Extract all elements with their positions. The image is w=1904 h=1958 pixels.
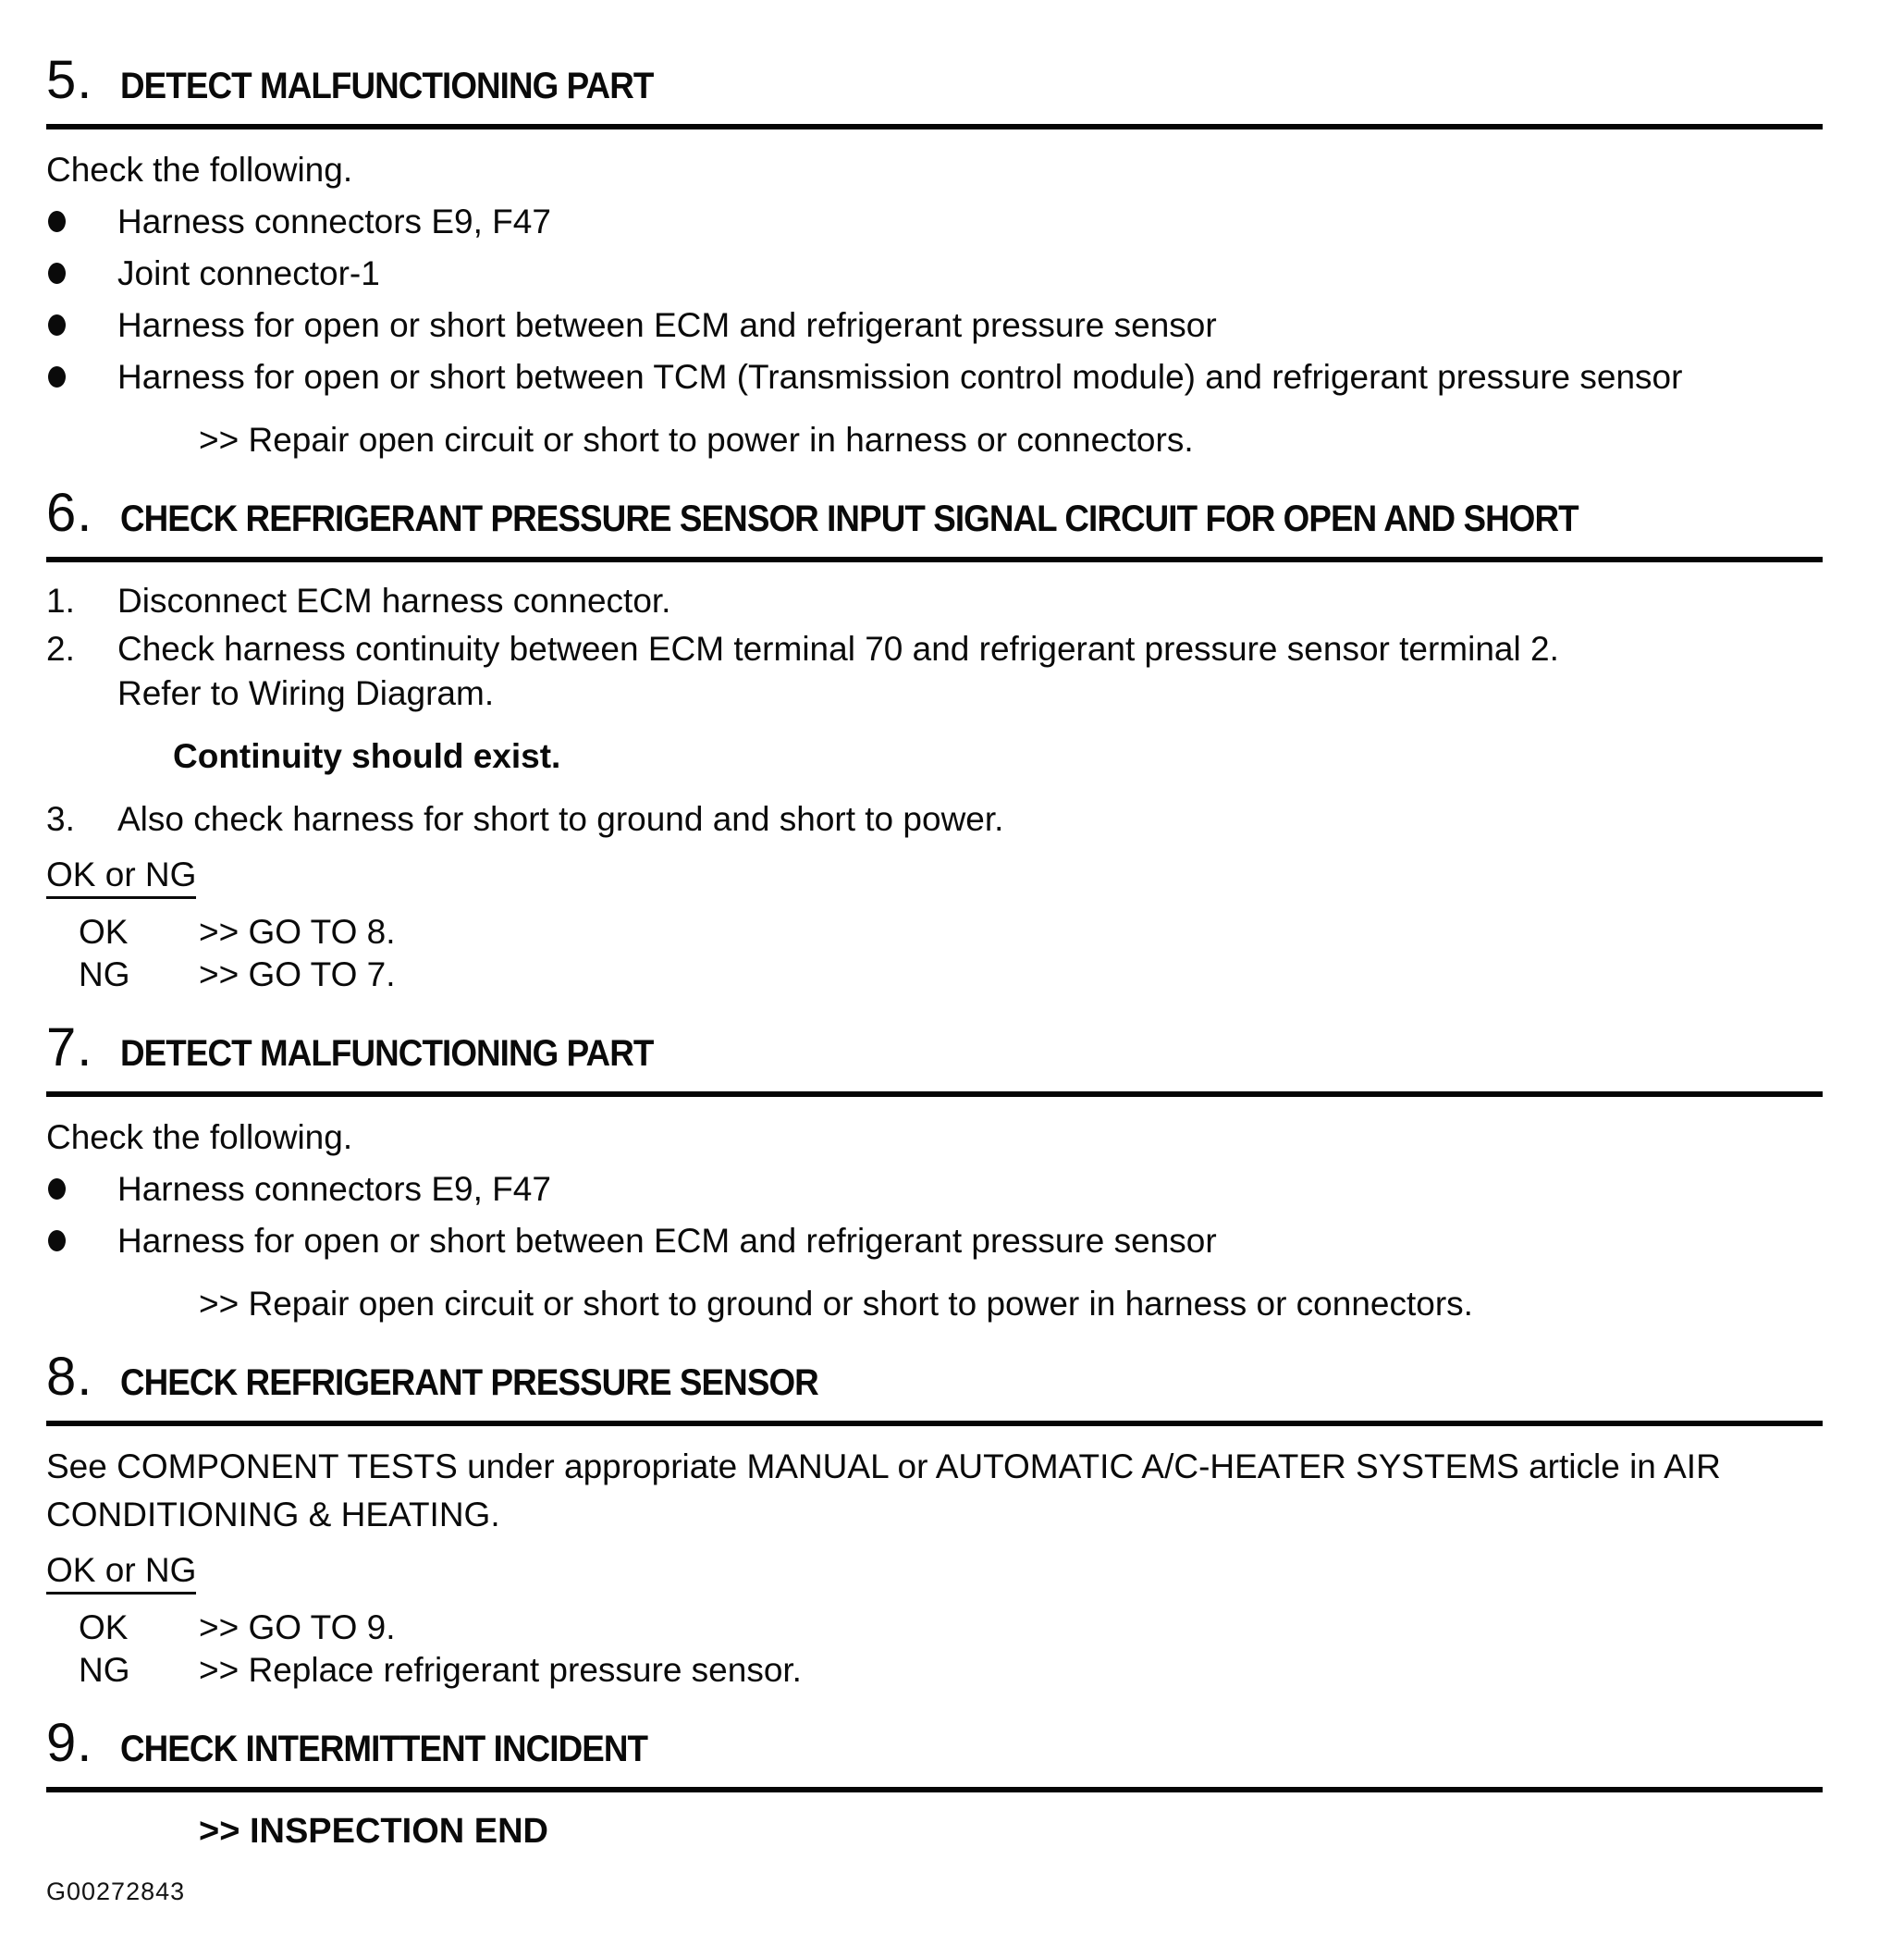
section-8 bbox=[46, 1347, 1823, 1689]
step-text-line2: Refer to Wiring Diagram. bbox=[117, 674, 495, 712]
bullet-text: Joint connector-1 bbox=[117, 254, 380, 292]
step-number: 3. bbox=[46, 800, 75, 838]
result-row bbox=[46, 1652, 1823, 1689]
bullet-item bbox=[46, 1171, 1823, 1208]
result-row bbox=[46, 956, 1823, 993]
bullet-item bbox=[46, 203, 1823, 240]
step-text: Also check harness for short to ground and short to power. bbox=[117, 800, 1004, 838]
section-6 bbox=[46, 483, 1823, 993]
result-key: NG bbox=[79, 955, 130, 993]
bullet-item bbox=[46, 1223, 1823, 1260]
section-title: CHECK REFRIGERANT PRESSURE SENSOR bbox=[120, 1362, 819, 1403]
intro-text: Check the following. bbox=[46, 151, 353, 189]
action-text: >> Repair open circuit or short to ground or short to power in harness or connectors. bbox=[199, 1285, 1473, 1323]
section-5-heading bbox=[46, 50, 1823, 110]
bullet-text: Harness connectors E9, F47 bbox=[117, 1170, 551, 1208]
bullet-item bbox=[46, 255, 1823, 292]
bullet-icon bbox=[48, 211, 66, 232]
bullet-text: Harness for open or short between ECM and refrigerant pressure sensor bbox=[117, 306, 1217, 344]
result-key: NG bbox=[79, 1651, 130, 1689]
bullet-item bbox=[46, 359, 1823, 396]
bullet-item bbox=[46, 307, 1823, 344]
result-key: OK bbox=[79, 913, 129, 951]
result-action: >> GO TO 9. bbox=[199, 1608, 396, 1646]
ok-ng-label-row bbox=[46, 1552, 1823, 1595]
result-key: OK bbox=[79, 1608, 129, 1646]
ok-ng-label-row bbox=[46, 856, 1823, 899]
result-action: >> Replace refrigerant pressure sensor. bbox=[199, 1651, 802, 1689]
result-row bbox=[46, 1609, 1823, 1646]
step-text bbox=[117, 631, 1823, 712]
action-text: >> Repair open circuit or short to power in harness or connectors. bbox=[199, 421, 1194, 459]
bullet-icon bbox=[48, 1178, 66, 1200]
section-9 bbox=[46, 1713, 1823, 1851]
intro-text: Check the following. bbox=[46, 1118, 353, 1156]
section-number: 8. bbox=[46, 1347, 93, 1407]
body-text-line2: CONDITIONING & HEATING. bbox=[46, 1496, 500, 1533]
section-8-heading bbox=[46, 1347, 1823, 1407]
section-title: CHECK INTERMITTENT INCIDENT bbox=[120, 1729, 648, 1769]
result-row bbox=[46, 914, 1823, 951]
section-rule bbox=[46, 1091, 1823, 1097]
section-6-heading bbox=[46, 483, 1823, 543]
step-text: Disconnect ECM harness connector. bbox=[117, 582, 671, 620]
result-action: >> GO TO 7. bbox=[199, 955, 396, 993]
ok-ng-label: OK or NG bbox=[46, 856, 196, 899]
section-title: DETECT MALFUNCTIONING PART bbox=[120, 66, 654, 106]
bullet-text: Harness for open or short between ECM and refrigerant pressure sensor bbox=[117, 1222, 1217, 1260]
section-title: DETECT MALFUNCTIONING PART bbox=[120, 1033, 654, 1074]
step-number: 2. bbox=[46, 630, 75, 668]
body-text-line1: See COMPONENT TESTS under appropriate MANUAL or AUTOMATIC A/C-HEATER SYSTEMS article in AIR bbox=[46, 1447, 1721, 1485]
step-text-line1: Check harness continuity between ECM terminal 70 and refrigerant pressure sensor terminal 2. bbox=[117, 630, 1559, 668]
step-number: 1. bbox=[46, 582, 75, 620]
spec-text: Continuity should exist. bbox=[173, 737, 561, 775]
bullet-text: Harness connectors E9, F47 bbox=[117, 203, 551, 240]
section-number: 9. bbox=[46, 1713, 93, 1773]
step-item bbox=[46, 801, 1823, 838]
section-rule bbox=[46, 1787, 1823, 1792]
section-number: 5. bbox=[46, 50, 93, 110]
section-7 bbox=[46, 1017, 1823, 1323]
bullet-icon bbox=[48, 366, 66, 388]
section-rule bbox=[46, 124, 1823, 129]
ok-ng-label: OK or NG bbox=[46, 1552, 196, 1595]
section-number: 6. bbox=[46, 483, 93, 543]
section-rule bbox=[46, 557, 1823, 562]
bullet-icon bbox=[48, 1230, 66, 1251]
step-item bbox=[46, 583, 1823, 620]
step-item bbox=[46, 631, 1823, 712]
section-number: 7. bbox=[46, 1017, 93, 1078]
section-9-heading bbox=[46, 1713, 1823, 1773]
doc-id: G00272843 bbox=[46, 1878, 186, 1905]
section-title: CHECK REFRIGERANT PRESSURE SENSOR INPUT SIGNAL CIRCUIT FOR OPEN AND SHORT bbox=[120, 499, 1579, 539]
bullet-text: Harness for open or short between TCM (Transmission control module) and refrigerant pressure sensor bbox=[117, 358, 1683, 396]
section-5 bbox=[46, 50, 1823, 459]
section-rule bbox=[46, 1421, 1823, 1426]
bullet-icon bbox=[48, 263, 66, 284]
section-7-heading bbox=[46, 1017, 1823, 1078]
result-action: >> GO TO 8. bbox=[199, 913, 396, 951]
action-text: >> INSPECTION END bbox=[199, 1812, 548, 1851]
bullet-icon bbox=[48, 314, 66, 336]
